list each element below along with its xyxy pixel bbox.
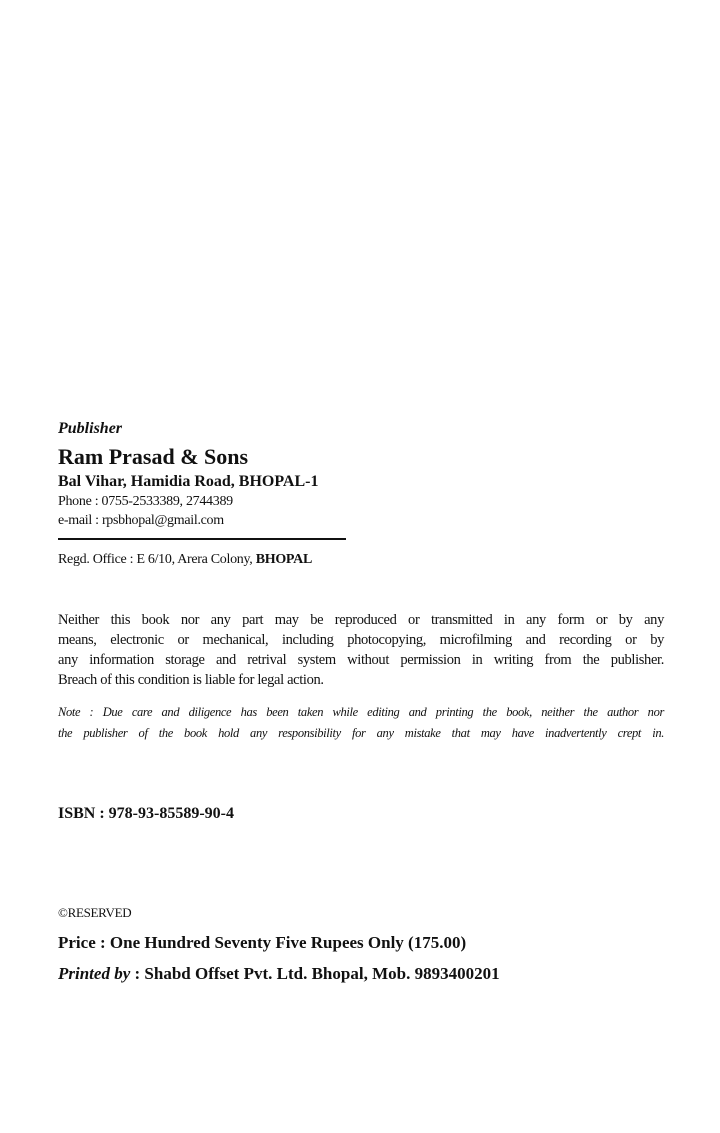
publisher-phone: Phone : 0755-2533389, 2744389 xyxy=(58,494,233,509)
regd-office-address: Regd. Office : E 6/10, Arera Colony, xyxy=(58,552,256,567)
copyright-line: Neither this book nor any part may be reproduced or transmitted in any form or by any xyxy=(58,612,664,628)
publisher-name: Ram Prasad & Sons xyxy=(58,444,249,469)
copyright-line: any information storage and retrival system without permission in writing from the publisher. xyxy=(58,652,664,668)
printer-details: : Shabd Offset Pvt. Ltd. Bhopal, Mob. 9893400201 xyxy=(130,964,500,983)
reserved-notice: ©RESERVED xyxy=(58,905,132,920)
publisher-email: e-mail : rpsbhopal@gmail.com xyxy=(58,513,224,528)
publisher-label: Publisher xyxy=(58,420,123,437)
divider xyxy=(58,538,346,540)
copyright-line: Breach of this condition is liable for legal action. xyxy=(58,672,324,688)
regd-office xyxy=(58,552,312,568)
isbn: ISBN : 978-93-85589-90-4 xyxy=(58,805,234,822)
price: Price : One Hundred Seventy Five Rupees Only (175.00) xyxy=(58,933,467,952)
regd-office-city: BHOPAL xyxy=(255,552,312,567)
note-line: the publisher of the book hold any responsibility for any mistake that may have inadvertently crept in. xyxy=(58,726,664,740)
printed-by xyxy=(58,964,500,984)
publisher-address: Bal Vihar, Hamidia Road, BHOPAL-1 xyxy=(58,473,319,490)
note-line: Note : Due care and diligence has been taken while editing and printing the book, neither the author nor xyxy=(58,705,664,719)
printed-by-label: Printed by xyxy=(58,964,131,983)
copyright-line: means, electronic or mechanical, including photocopying, microfilming and recording or by xyxy=(58,632,664,648)
